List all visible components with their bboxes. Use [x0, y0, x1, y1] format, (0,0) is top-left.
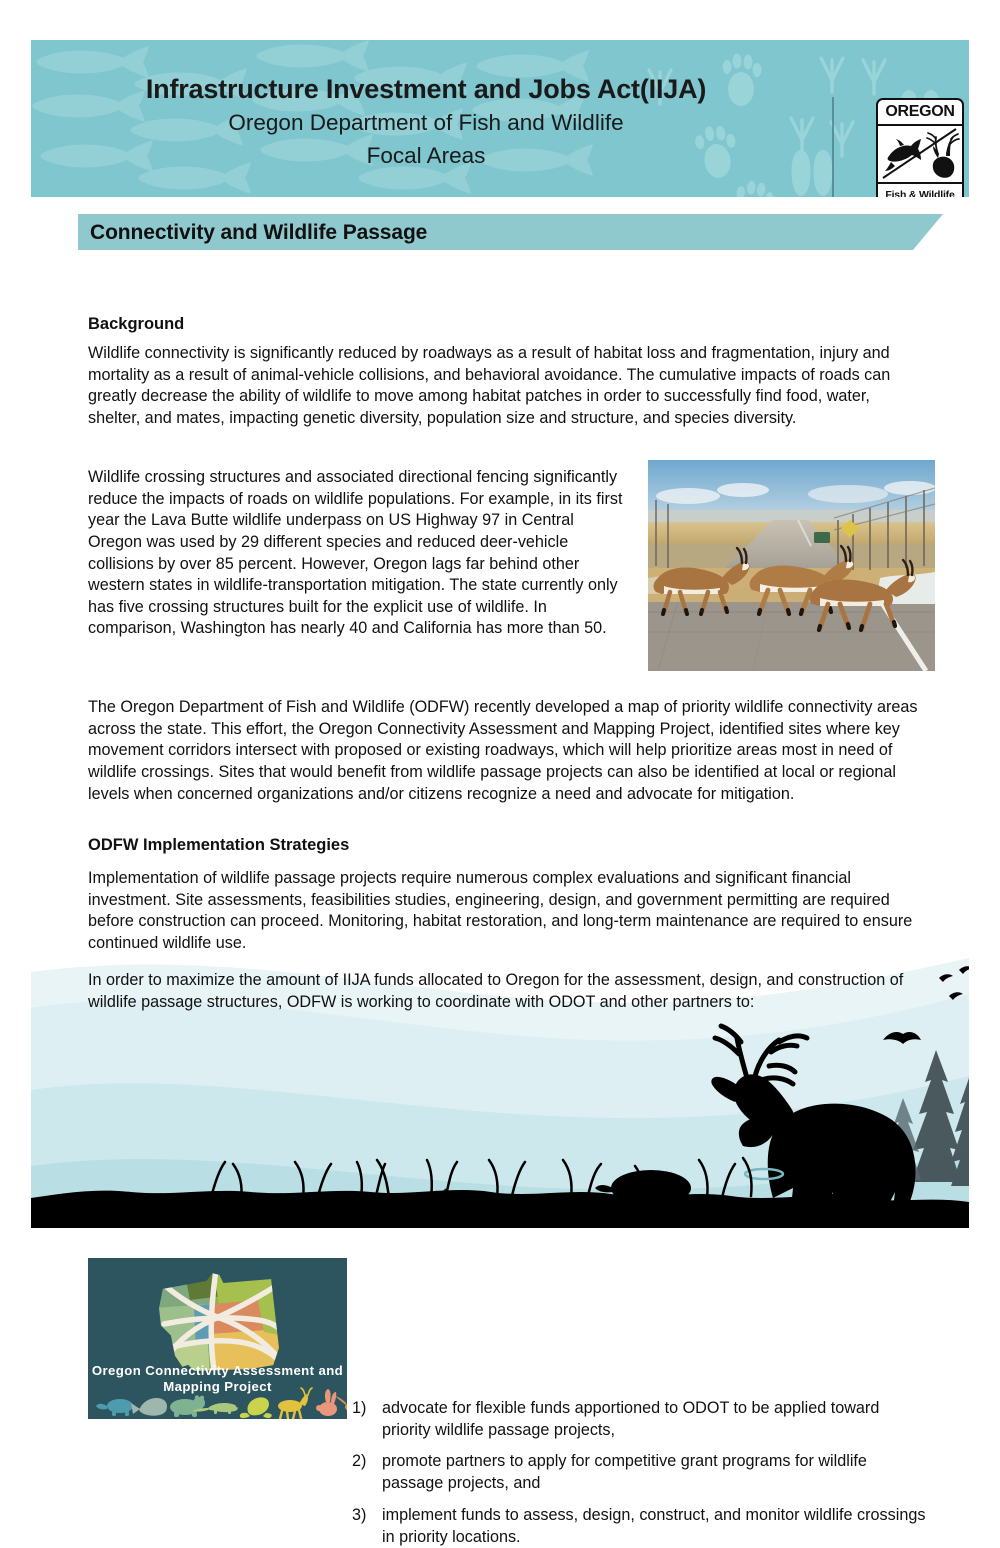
logo-fish-wildlife-text: Fish & Wildlife: [885, 189, 954, 198]
paragraph-background-3: The Oregon Department of Fish and Wildlife (ODFW) recently developed a map of priority wildlife connectivity areas across the state. This effort, the Oregon Connectivity Assessment and Mapping Project, identified sites where key movement corridors intersect with proposed or existing roadways, which will help prioritize areas most in need of wildlife crossings. Sites that would benefit from wildlife passage projects can also be identified at local or regional levels when concerned organizations and/or citizens recognize a need and advocate for mitigation.: [88, 697, 931, 805]
list-item: [352, 1398, 927, 1441]
odfw-logo: [876, 98, 964, 197]
logo-oregon-text: OREGON: [885, 103, 954, 121]
paragraph-background-1: Wildlife connectivity is significantly reduced by roadways as a result of habitat loss and fragmentation, injury and mortality as a result of animal-vehicle collisions, and behavioral avoidance. The cumulative impacts of roads can greatly decrease the ability of wildlife to move among habitat patches in order to successfully find food, water, shelter, and mates, impacting genetic diversity, population size and structure, and species diversity.: [88, 343, 913, 430]
paragraph-background-2: Wildlife crossing structures and associated directional fencing significantly reduce the impacts of roads on wildlife populations. For example, in its first year the Lava Butte wildlife underpass on US Highway 97 in Central Oregon was used by 29 different species and reduced deer-vehicle collisions by over 85 percent. However, Oregon lags far behind other western states in wildlife-transportation mitigation. The state currently only has five crossing structures built for the explicit use of wildlife. In comparison, Washington has nearly 40 and California has more than 50.: [88, 467, 626, 640]
list-marker: 3): [352, 1505, 382, 1548]
ocamp-title-line2: Mapping Project: [163, 1379, 272, 1394]
page-title: Infrastructure Investment and Jobs Act(IIJA): [146, 72, 706, 107]
section-title: Connectivity and Wildlife Passage: [90, 221, 427, 245]
section-banner: [78, 214, 943, 250]
ocamp-logo-card: [88, 1258, 347, 1419]
paragraph-strategies-2: In order to maximize the amount of IIJA funds allocated to Oregon for the assessment, design, and construction of wildlife passage structures, ODFW is working to coordinate with ODOT and other partners to:: [88, 970, 923, 1013]
logo-bottom-bar: [878, 182, 962, 197]
list-marker: 2): [352, 1451, 382, 1494]
header-divider: [832, 97, 834, 197]
list-item-text: promote partners to apply for competitive grant programs for wildlife passage projects, and: [382, 1451, 927, 1494]
pronghorn-crossing-photo: [648, 460, 935, 671]
list-item-text: advocate for flexible funds apportioned to ODOT to be applied toward priority wildlife passage projects,: [382, 1398, 927, 1441]
list-item-text: implement funds to assess, design, construct, and monitor wildlife crossings in priority locations.: [382, 1505, 927, 1548]
list-item: [352, 1451, 927, 1494]
logo-top-bar: [878, 100, 962, 126]
logo-artwork: [878, 126, 962, 182]
trout-silhouette-icon: [885, 139, 921, 171]
paragraph-strategies-1: Implementation of wildlife passage projects require numerous complex evaluations and significant financial investment. Site assessments, feasibilities studies, engineering, design, and government permitting are required before construction can proceed. Monitoring, habitat restoration, and long-term maintenance are required to ensure continued wildlife use.: [88, 868, 931, 955]
list-marker: 1): [352, 1398, 382, 1441]
deer-head-silhouette-icon: [927, 133, 959, 178]
document-header: [31, 40, 969, 197]
action-list: [352, 1398, 927, 1548]
page-subtitle-focal-areas: Focal Areas: [367, 141, 486, 171]
heading-background: Background: [88, 315, 488, 334]
heading-implementation-strategies: ODFW Implementation Strategies: [88, 836, 608, 855]
page-subtitle-agency: Oregon Department of Fish and Wildlife: [228, 108, 623, 138]
ocamp-title-line1: Oregon Connectivity Assessment and: [92, 1363, 343, 1378]
list-item: [352, 1505, 927, 1548]
